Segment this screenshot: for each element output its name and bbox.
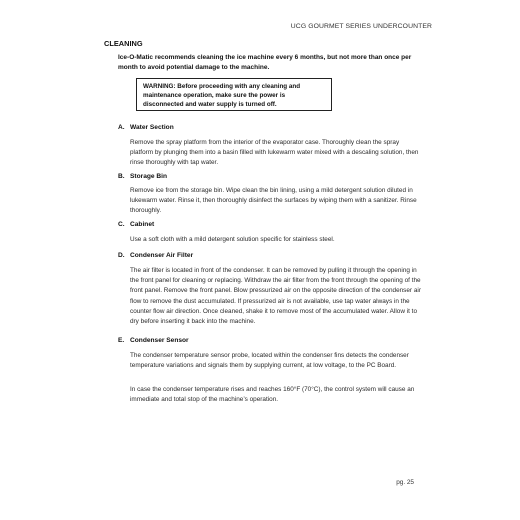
item-letter-e: E.: [118, 337, 125, 344]
item-paragraph-cabinet: Use a soft cloth with a mild detergent solution specific for stainless steel.: [130, 236, 335, 243]
warning-box: WARNING: Before proceeding with any cleaning and maintenance operation, make sure the power is disconnected and water supply is turned off.: [136, 78, 332, 111]
item-letter-d: D.: [118, 252, 125, 259]
item-heading-condenser-air-filter: Condenser Air Filter: [130, 252, 194, 259]
intro-paragraph: Ice-O-Matic recommends cleaning the ice machine every 6 months, but not more than once per month to avoid potential damage to the machine.: [118, 54, 412, 71]
section-title: CLEANING: [104, 39, 143, 48]
item-heading-water-section: Water Section: [130, 124, 174, 131]
item-paragraph-water-section: Remove the spray platform from the interior of the evaporator case. Thoroughly clean the spray platform by plunging them into a basin filled with lukewarm water mixed with a descaling solution, then rinse thoroughly with tap water.: [130, 139, 419, 167]
item-letter-c: C.: [118, 221, 125, 228]
item-letter-a: A.: [118, 124, 125, 131]
item-paragraph-storage-bin: Remove ice from the storage bin. Wipe clean the bin lining, using a mild detergent solution diluted in lukewarm water. Rinse it, then thoroughly disinfect the surfaces by wiping them with a sanitizer. Rinse thoroughly.: [130, 187, 417, 215]
item-letter-b: B.: [118, 173, 125, 180]
item-heading-storage-bin: Storage Bin: [130, 173, 168, 180]
item-heading-cabinet: Cabinet: [130, 221, 155, 228]
item-paragraph-condenser-sensor-1: The condenser temperature sensor probe, located within the condenser fins detects the condenser temperature variations and signals them by supplying current, at low voltage, to the PC Board.: [130, 352, 409, 370]
running-header: UCG GOURMET SERIES UNDERCOUNTER: [290, 23, 432, 30]
item-paragraph-condenser-air-filter: The air filter is located in front of the condenser. It can be removed by pulling it through the opening in the front panel for cleaning or replacing. Withdraw the air filter from the front through the opening of the front panel. Remove the front panel. Blow pressurized air on the opposite direction of the condenser air flow to remove the dust accumulated. If pressurized air is not available, use tap water always in the counter flow air direction. Once cleaned, shake it to remove most of the accumulated water. Allow it to dry before inserting it back into the machine.: [130, 267, 421, 326]
page-number: pg. 25: [396, 479, 414, 486]
item-paragraph-condenser-sensor-2: In case the condenser temperature rises and reaches 160°F (70°C), the control system will cause an immediate and total stop of the machine’s operation.: [130, 386, 415, 404]
item-heading-condenser-sensor: Condenser Sensor: [130, 337, 189, 344]
